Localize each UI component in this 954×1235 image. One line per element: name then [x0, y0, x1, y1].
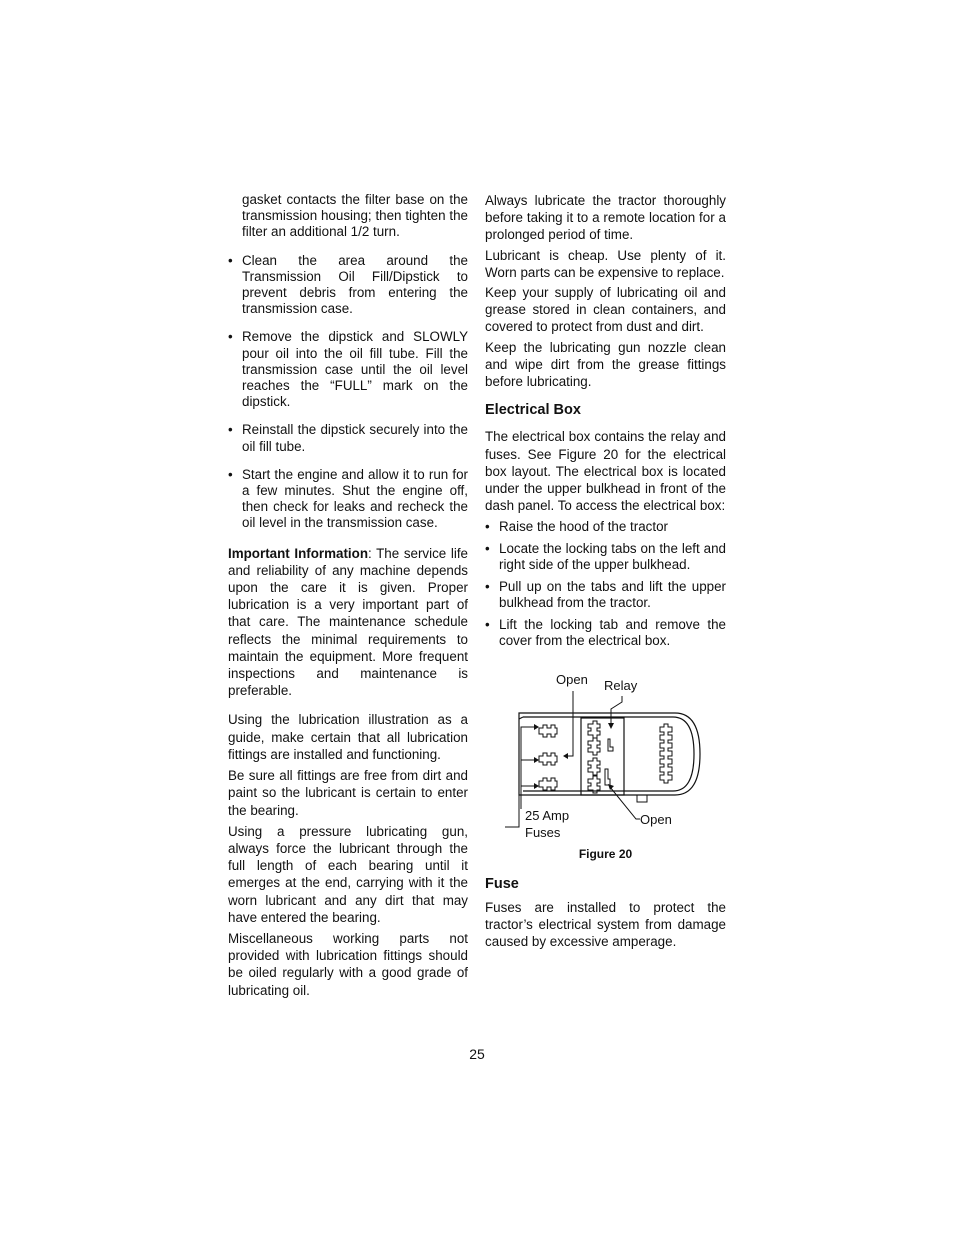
paragraph-gun-nozzle: Keep the lubricating gun nozzle clean and wipe dirt from the grease fittings before lubricating.	[485, 339, 726, 390]
bullet-clean: • Clean the area around the Transmission Oil Fill/Dipstick to prevent debris from entering the transmission case.	[228, 253, 468, 318]
fuse-heading: Fuse	[485, 875, 519, 892]
locking-tab-bottom	[637, 795, 647, 802]
important-text: : The service life and reliability of any machine depends upon the care it is given. Proper lubrication is a very important part of that care. The maintenance schedule reflects the minimal requirements to maintain the equipment. More frequent inspections and maintenance is preferable.	[228, 545, 468, 699]
fuse-group-left	[539, 725, 557, 790]
figure-caption: Figure 20	[578, 847, 633, 862]
bullet-lift-locking-tab: • Lift the locking tab and remove the cover from the electrical box.	[485, 617, 726, 649]
label-open-bottom: Open	[640, 812, 672, 828]
relay-panel	[581, 718, 624, 795]
label-relay: Relay	[604, 678, 638, 694]
bullet-raise-hood: • Raise the hood of the tractor	[485, 519, 726, 535]
bullet-locking-tabs: • Locate the locking tabs on the left and right side of the upper bulkhead.	[485, 541, 726, 573]
paragraph-supply-storage: Keep your supply of lubricating oil and grease stored in clean containers, and covered to protect from dust and dirt.	[485, 285, 726, 335]
relay-group	[588, 721, 613, 793]
bullet-pull-up-tabs: • Pull up on the tabs and lift the upper bulkhead from the tractor.	[485, 579, 726, 611]
paragraph-lubricate-thoroughly: Always lubricate the tractor thoroughly before taking it to a remote location for a prolonged period of time.	[485, 193, 726, 243]
electrical-box-heading: Electrical Box	[485, 402, 581, 419]
bullet-remove-dipstick: • Remove the dipstick and SLOWLY pour oil into the oil fill tube. Fill the transmission case until the oil level reaches the “FULL” mark on the dipstick.	[228, 329, 468, 410]
bullet-reinstall: • Reinstall the dipstick securely into the oil fill tube.	[228, 422, 468, 454]
arrowheads	[534, 723, 614, 790]
continuation-text: gasket contacts the filter base on the transmission housing; then tighten the filter an additional 1/2 turn.	[242, 192, 468, 240]
important-label: Important Information	[228, 545, 369, 561]
electrical-box-diagram	[485, 669, 726, 844]
right-column	[485, 192, 726, 950]
leader-lines	[505, 691, 640, 827]
paragraph-misc-parts: Miscellaneous working parts not provided with lubrication fittings should be oiled regularly with a good grade of lubricating oil.	[228, 930, 468, 998]
paragraph-lubrication-guide: Using the lubrication illustration as a guide, make certain that all lubrication fittings are installed and functioning.	[228, 712, 468, 762]
label-fuses: Fuses	[525, 825, 561, 841]
bullet-start-engine: • Start the engine and allow it to run for a few minutes. Shut the engine off, then check for leaks and recheck the oil level in the transmission case.	[228, 467, 468, 532]
label-open-top: Open	[556, 672, 588, 688]
paragraph-lubricant-cheap: Lubricant is cheap. Use plenty of it. Worn parts can be expensive to replace.	[485, 247, 726, 280]
important-information	[228, 545, 468, 700]
paragraph-pressure-gun: Using a pressure lubricating gun, always force the lubricant through the full length of each bearing until it emerges at the end, carrying with it the worn lubricant and any dirt that may have entered the bearing.	[228, 823, 468, 925]
left-column	[228, 192, 468, 999]
page-number: 25	[469, 1046, 485, 1062]
paragraph-fittings: Be sure all fittings are free from dirt and paint so the lubricant is certain to enter the bearing.	[228, 768, 468, 818]
fuse-column-right	[660, 724, 672, 783]
label-25-amp: 25 Amp	[525, 808, 570, 824]
electrical-box-text: The electrical box contains the relay and fuses. See Figure 20 for the electrical box layout. The electrical box is located under the upper bulkhead in front of the dash panel. To access the electrical box:	[485, 429, 726, 514]
fuse-text: Fuses are installed to protect the tractor’s electrical system from damage caused by excessive amperage.	[485, 899, 726, 950]
